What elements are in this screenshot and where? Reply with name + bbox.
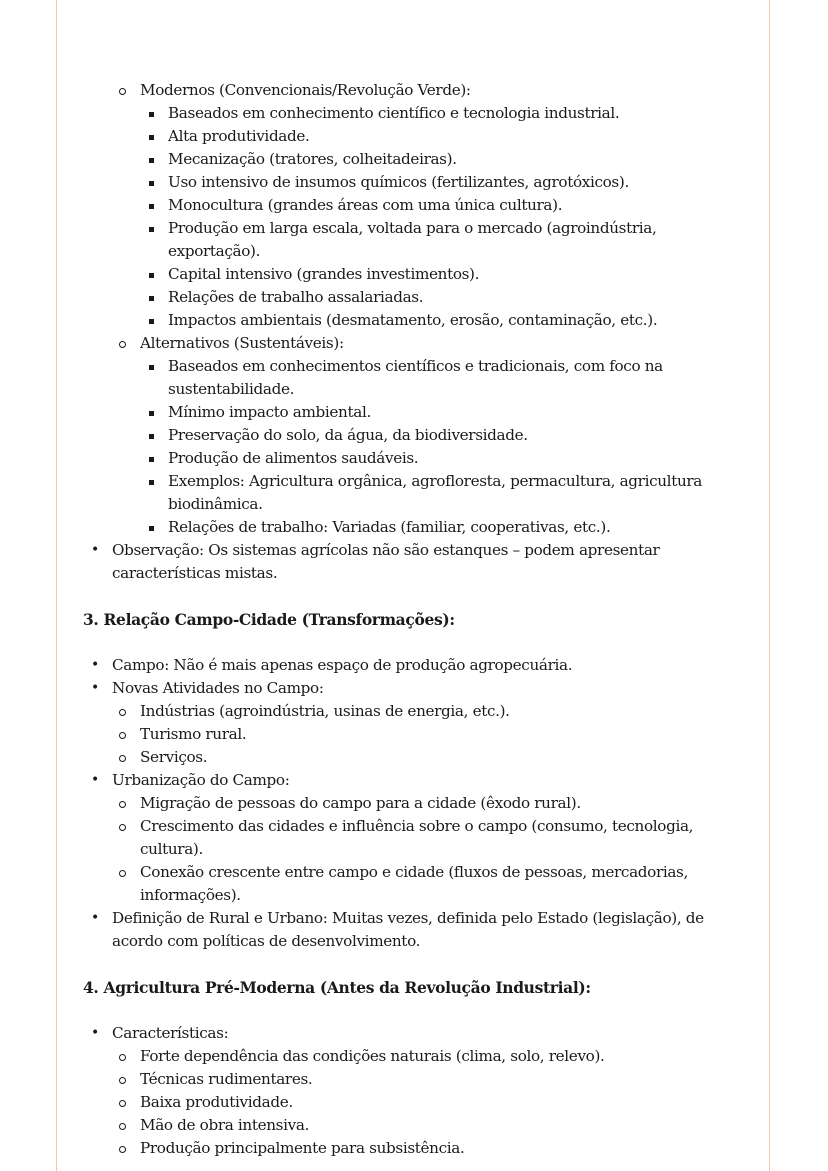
section-3-list — [83, 769, 743, 792]
observation-item: • Observação: Os sistemas agrícolas não são estanques – podem apresentar características mistas. — [83, 539, 743, 585]
list-item: Produção em larga escala, voltada para o mercado (agroindústria, exportação). — [83, 217, 743, 263]
list-item: Relações de trabalho assalariadas. — [83, 286, 743, 309]
list-item: • Características: — [83, 1022, 743, 1045]
list-item: Conexão crescente entre campo e cidade (fluxos de pessoas, mercadorias, informações). — [83, 861, 743, 907]
document-page — [56, 0, 770, 1171]
list-item: Alta produtividade. — [83, 125, 743, 148]
section-3-list — [83, 907, 743, 953]
section-3-list — [83, 654, 743, 700]
list-item: Migração de pessoas do campo para a cidade (êxodo rural). — [83, 792, 743, 815]
list-item: Baixa produtividade. — [83, 1091, 743, 1114]
list-item — [83, 79, 743, 102]
list-item: Produção principalmente para subsistência. — [83, 1137, 743, 1160]
observation-list — [83, 539, 743, 585]
list-item: Serviços. — [83, 746, 743, 769]
section-4-list — [83, 1022, 743, 1045]
section-3-heading: 3. Relação Campo-Cidade (Transformações): — [83, 610, 455, 629]
document-content — [83, 79, 743, 1160]
list-item: Indústrias (agroindústria, usinas de energia, etc.). — [83, 700, 743, 723]
alternativos-list — [83, 355, 743, 539]
list-item: Mecanização (tratores, colheitadeiras). — [83, 148, 743, 171]
list-item: Monocultura (grandes áreas com uma única cultura). — [83, 194, 743, 217]
modernos-label: Modernos (Convencionais/Revolução Verde): — [140, 81, 471, 99]
list-item: Capital intensivo (grandes investimentos). — [83, 263, 743, 286]
list-item: Preservação do solo, da água, da biodiversidade. — [83, 424, 743, 447]
caracteristicas-list — [83, 1045, 743, 1160]
list-item: • Novas Atividades no Campo: — [83, 677, 743, 700]
list-item: Baseados em conhecimentos científicos e tradicionais, com foco na sustentabilidade. — [83, 355, 743, 401]
systems-list — [83, 79, 743, 102]
list-item: Uso intensivo de insumos químicos (fertilizantes, agrotóxicos). — [83, 171, 743, 194]
urbanizacao-list — [83, 792, 743, 907]
list-item: Mínimo impacto ambiental. — [83, 401, 743, 424]
list-item: Crescimento das cidades e influência sobre o campo (consumo, tecnologia, cultura). — [83, 815, 743, 861]
alternativos-label: Alternativos (Sustentáveis): — [140, 334, 344, 352]
list-item: Impactos ambientais (desmatamento, erosão, contaminação, etc.). — [83, 309, 743, 332]
list-item: Relações de trabalho: Variadas (familiar, cooperativas, etc.). — [83, 516, 743, 539]
list-item: • Definição de Rural e Urbano: Muitas vezes, definida pelo Estado (legislação), de acordo com políticas de desenvolvimento. — [83, 907, 743, 953]
list-item: Produção de alimentos saudáveis. — [83, 447, 743, 470]
list-item: Baseados em conhecimento científico e tecnologia industrial. — [83, 102, 743, 125]
list-item: Mão de obra intensiva. — [83, 1114, 743, 1137]
novas-atividades-list — [83, 700, 743, 769]
list-item: • Campo: Não é mais apenas espaço de produção agropecuária. — [83, 654, 743, 677]
section-4-heading: 4. Agricultura Pré-Moderna (Antes da Revolução Industrial): — [83, 978, 591, 997]
list-item: Técnicas rudimentares. — [83, 1068, 743, 1091]
list-item: • Urbanização do Campo: — [83, 769, 743, 792]
list-item: Exemplos: Agricultura orgânica, agrofloresta, permacultura, agricultura biodinâmica. — [83, 470, 743, 516]
modernos-list — [83, 102, 743, 332]
list-item: Forte dependência das condições naturais (clima, solo, relevo). — [83, 1045, 743, 1068]
list-item: Turismo rural. — [83, 723, 743, 746]
list-item — [83, 332, 743, 355]
systems-list — [83, 332, 743, 355]
